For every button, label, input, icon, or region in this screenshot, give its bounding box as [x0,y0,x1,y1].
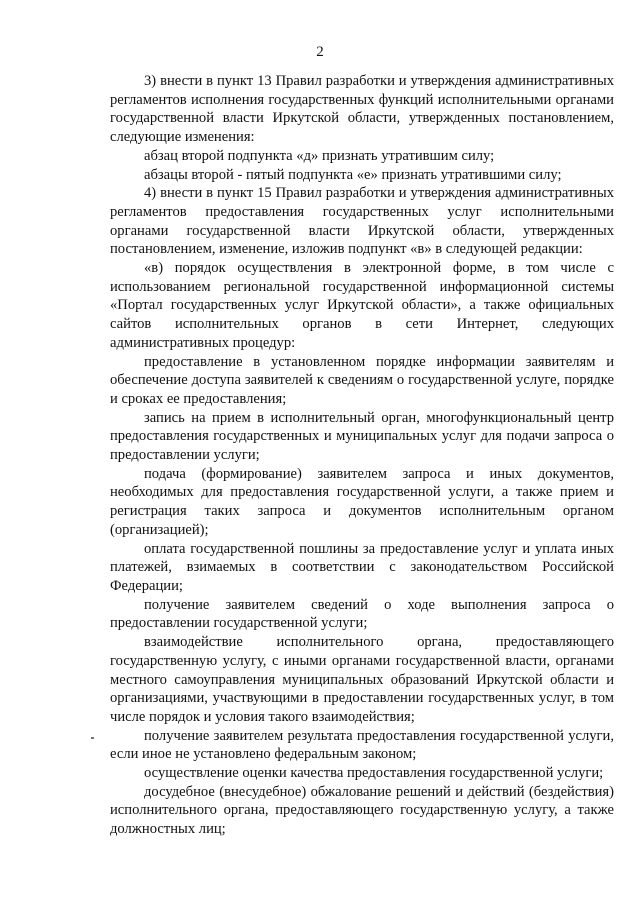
paragraph-fee-payment: оплата государственной пошлины за предоставление услуг и уплата иных платежей, взимаемых в соответствии с законодательством Российской Федерации; [110,540,614,594]
paragraph-interaction: взаимодействие исполнительного органа, предоставляющего государственную услугу, с иными органами государственной власти, органами местного самоуправления муниципальных образований Иркутской области и организациями, участвующими в предоставлении государственных услуг, в том числе порядок и условия такого взаимодействия; [110,634,614,725]
paragraph-item-4: 4) внести в пункт 15 Правил разработки и утверждения административных регламентов предоставления государственных услуг исполнительными органами государственной власти Иркутской области, утвержденных постановлением, изменение, изложив подпункт «в» в следующей редакции: [110,185,614,258]
paragraph-abzacy-e: абзацы второй - пятый подпункта «е» признать утратившими силу; [144,166,562,183]
paragraph-result: получение заявителем результата предоставления государственной услуги, если иное не установлено федеральным законом; [110,727,614,763]
paragraph-appeal: досудебное (внесудебное) обжалование решений и действий (бездействия) исполнительного органа, предоставляющего государственную услугу, а также должностных лиц; [110,783,614,838]
paragraph-subitem-v: «в) порядок осуществления в электронной форме, в том числе с использованием региональной государственной информационной системы «Портал государственных услуг Иркутской области», а также официальных сайтов исполнительных органов в сети Интернет, следующих административных процедур: [110,260,614,351]
paragraph-request-submission: подача (формирование) заявителем запроса и иных документов, необходимых для предоставления государственной услуги, а также прием и регистрация таких запроса и документов исполнительным органом (организацией); [110,465,614,538]
paragraph-appointment: запись на прием в исполнительный орган, многофункциональный центр предоставления государственных и муниципальных услуг для подачи запроса о предоставлении услуги; [110,409,614,464]
paragraph-request-status: получение заявителем сведений о ходе выполнения запроса о предоставлении государственной услуги; [110,596,614,632]
document-body [110,72,614,839]
paragraph-info-provision: предоставление в установленном порядке информации заявителям и обеспечение доступа заявителей к сведениям о государственной услуге, порядке и сроках ее предоставления; [110,353,614,407]
paragraph-abzac-d: абзац второй подпункта «д» признать утратившим силу; [144,147,495,164]
paragraph-item-3: 3) внести в пункт 13 Правил разработки и утверждения административных регламентов исполнения государственных функций исполнительными органами государственной власти Иркутской области, утвержденных постановлением, следующие изменения: [110,73,614,146]
paragraph-quality-assessment: осуществление оценки качества предоставления государственной услуги; [144,765,604,782]
page-number: 2 [316,44,324,60]
margin-mark [91,737,94,739]
